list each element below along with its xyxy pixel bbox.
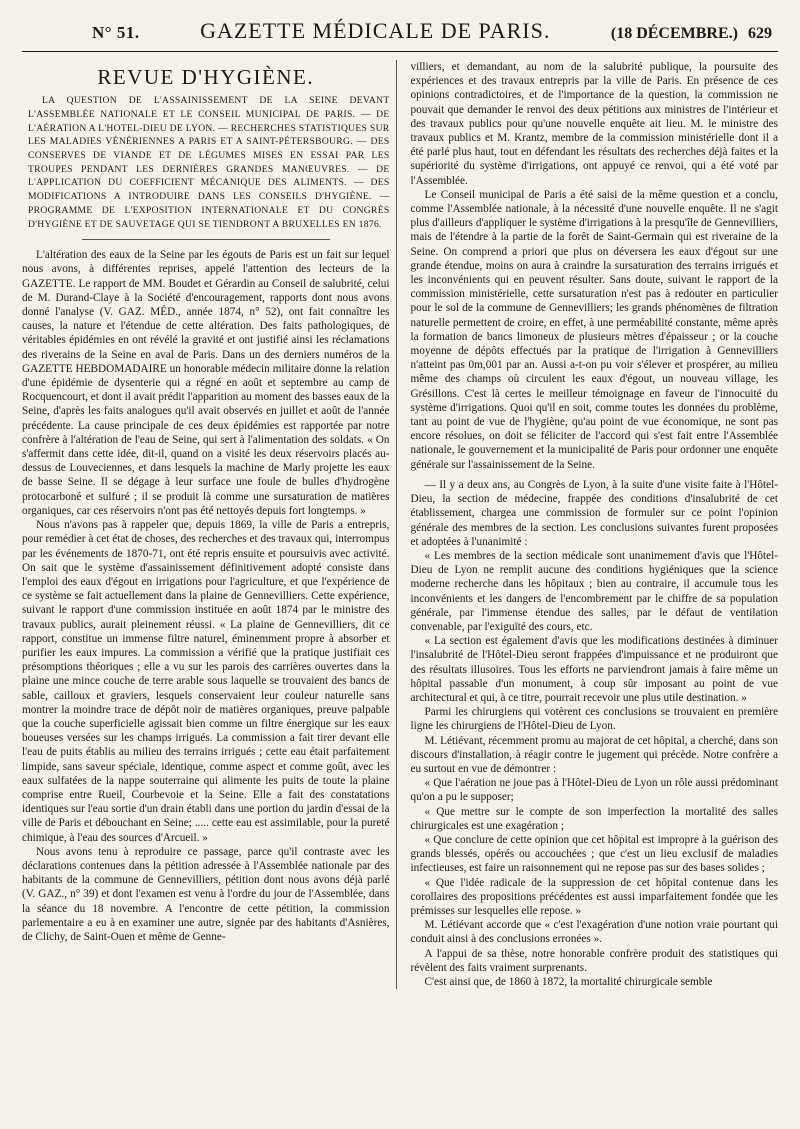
right-paragraph-9: « Que mettre sur le compte de son imperfection la mortalité des salles chirurgicales est une exagération ; <box>410 805 778 832</box>
right-column <box>409 60 779 989</box>
section-title: REVUE D'HYGIÈNE. <box>97 65 315 89</box>
left-column <box>22 60 397 989</box>
left-paragraph-1: L'altération des eaux de la Seine par les égouts de Paris est un fait sur lequel nous avons, à différentes reprises, appelé l'attention des lecteurs de la GAZETTE. Le rapport de MM. Boudet et Gérardin au Conseil de salubrité, celui de M. Durand-Claye à la Société d'encouragement, rapports dont nous avons donné l'analyse (V. GAZ. MÉD., année 1874, n° 52), ont fait connaître les causes, la nature et l'étendue de cette altération. Des faits pathologiques, de véritables épidémies en ont révélé la gravité et ont justifié ainsi les réclamations des riverains de la Seine en aval de Paris. Dans un des derniers numéros de la GAZETTE HEBDOMADAIRE un honorable médecin militaire donne la relation d'une épidémie de dysenterie qui a régné en août et septembre au camp de Rocquencourt, et dont il avait prédit l'apparition au moment des basses eaux de la Seine, d'après les faits analogues qu'il avait observés en juillet et août de l'année précédente. La cause principale de ces deux épidémies est rapportée par notre confrère à l'altération de l'eau de Seine, qui sert à l'alimentation des soldats. « On s'affermit dans cette idée, dit-il, quand on a visité les deux réservoirs placés au-dessus de Louveciennes, et dans lesquels la machine de Marly projette les eaux de basse Seine. Il se dégage à leur surface une foule de bulles d'hydrogène protocarboné et sulfuré ; il se produit là comme une sursaturation de matières organiques, car ces réservoirs n'ont pas été nettoyés depuis fort longtemps. » <box>22 249 390 517</box>
journal-title: GAZETTE MÉDICALE DE PARIS. <box>200 18 551 43</box>
right-paragraph-11: « Que l'idée radicale de la suppression de cet hôpital contenue dans les corollaires des propositions précédentes est aussi imparfaitement fondée que les prémisses sur lesquelles elle repose. » <box>410 876 778 917</box>
left-paragraph-2: Nous n'avons pas à rappeler que, depuis 1869, la ville de Paris a entrepris, pour remédier à cet état de choses, des recherches et des travaux qui, interrompus par les événements de 1870-71, ont été repris ensuite et poursuivis avec activité. On sait que le système d'assainissement définitivement adopté consiste dans l'emploi des eaux d'égout en irrigations pour l'agriculture, et que l'expérience de ce système se fait actuellement dans la plaine de Gennevilliers. Cette expérience, suivant le rapport d'une commission instituée en août 1874 par le ministre des travaux publics, aurait pleinement réussi. « La plaine de Gennevilliers, dit ce rapport, constitue un immense filtre naturel, éminemment propre à absorber et purifier les eaux impures. La commission a vérifié que la pratique justifiait ces présomptions théoriques ; elle a vu sur les parois des carrières ouvertes dans la plaine une mince couche de terre arable sous laquelle se trouvaient des bancs de sable, cailloux et graviers, lesquels conservaient leur couleur naturelle sans montrer la moindre trace de dépôt noir de matières organiques, preuve palpable que la couche superficielle agissait bien comme un filtre énergique sur les eaux boueuses versées sur les champs irrigués. La commission a fait tirer devant elle l'eau de puits établis au milieu des terrains irrigués ; cette eau était parfaitement limpide, sans saveur spéciale, identique, comme aspect et comme goût, avec les eaux sulfatées de la nappe souterraine qui alimente les puits de toute la plaine comprise entre Rueil, Courbevoie et la Seine. Elle a fait des constatations identiques sur l'eau sortie d'un drain établi dans une portion du jardin d'essai de la ville de Paris et débouchant en Seine; ..... cette eau est assimilable, pour la pureté chimique, à l'eau des sources d'Arcueil. » <box>22 519 390 844</box>
right-paragraph-4: « Les membres de la section médicale sont unanimement d'avis que l'Hôtel-Dieu de Lyon ne remplit aucune des conditions hygiéniques que la science moderne recherche dans les hôpitaux ; bien au contraire, il accumule tous les inconvénients et les dangers de l'encombrement par le chiffre de sa population générale, par l'immense étendue des salles, par le défaut de ventilation convenable, par l'exiguïté des cours, etc. <box>410 549 778 633</box>
right-paragraph-14: C'est ainsi que, de 1860 à 1872, la mortalité chirurgicale semble <box>424 976 713 988</box>
issue-date: (18 DÉCEMBRE.) <box>610 25 738 42</box>
running-header <box>22 18 778 52</box>
right-paragraph-3: — Il y a deux ans, au Congrès de Lyon, à la suite d'une visite faite à l'Hôtel-Dieu, la section de médecine, frappée des conditions d'insalubrité de cet établissement, chargea une commission de formuler sur ce point l'opinion générale des membres de la section. Les conclusions suivantes furent proposées et adoptées à l'unanimité : <box>410 478 778 548</box>
article-columns <box>22 60 778 989</box>
right-paragraph-6: Parmi les chirurgiens qui votèrent ces conclusions se trouvaient en première ligne les chirurgiens de l'Hôtel-Dieu de Lyon. <box>410 706 778 733</box>
right-paragraph-13: A l'appui de sa thèse, notre honorable confrère produit des statistiques qui révèlent des faits vraiment surprenants. <box>410 947 778 974</box>
right-paragraph-12: M. Létiévant accorde que « c'est l'exagération d'une notion vraie pourtant qui conduit ainsi à des conclusions erronées ». <box>410 919 778 946</box>
issue-number: N° 51. <box>92 23 140 42</box>
page-number: 629 <box>747 25 772 42</box>
right-paragraph-7: M. Létiévant, récemment promu au majorat de cet hôpital, a cherché, dans son discours d'installation, à réagir contre le jugement qui précède. Notre confrère a eu surtout en vue de démontrer : <box>410 734 778 775</box>
left-paragraph-3: Nous avons tenu à reproduire ce passage, parce qu'il contraste avec les déclarations contenues dans la pétition adressée à l'Assemblée nationale par des habitants de la commune de Gennevilliers, pétition dont nous avons déjà parlé (V. GAZ., n° 39) et dont l'examen est venu à l'ordre du jour de l'Assemblée, dans la séance du 18 novembre. A l'encontre de cette pétition, la commission parlementaire a eu à en examiner une autre, signée par des habitants d'Asnières, de Clichy, de Saint-Ouen et même de Genne- <box>22 845 390 943</box>
right-paragraph-10: « Que conclure de cette opinion que cet hôpital est impropre à la guérison des grands blessés, opérés ou accouchées ; que c'est un lieu exclusif de maladies infectieuses, est faire un raisonnement qui ne repose pas sur des bases solides ; <box>410 833 778 875</box>
right-paragraph-5: « La section est également d'avis que les modifications destinées à diminuer l'insalubrité de l'Hôtel-Dieu seront frappées d'impuissance et ne produiront que des résultats illusoires. Tous les efforts ne parviendront jamais à faire même un hôpital passable d'un monument, à coup sûr imposant au point de vue architectural et qui, à ce titre, pourrait recevoir une plus utile destination. » <box>410 635 778 704</box>
right-paragraph-1: villiers, et demandant, au nom de la salubrité publique, la poursuite des expériences et des travaux entrepris par la ville de Paris. En présence de ces opinions contradictoires, et de l'importance de la question, la commission ne pouvait que demander le renvoi des deux pétitions aux ministres de l'intérieur et des travaux publics pour qu'une nouvelle enquête ait lieu. M. le ministre des travaux publics et M. Krantz, membre de la commission ministérielle dont il a été parlé plus haut, tout en défendant les résultats des recherches déjà faites et la supériorité du système d'irrigations, ont appuyé ce renvoi, qui a été voté par l'Assemblée. <box>410 61 778 187</box>
right-paragraph-2: Le Conseil municipal de Paris a été saisi de la même question et a conclu, comme l'Assemblée nationale, à la nécessité d'une nouvelle enquête. Il ne s'agit plus d'ailleurs d'appliquer le système d'irrigations à la presqu'île de Gennevilliers, mais de l'étendre à la partie de la forêt de Saint-Germain qui est riveraine de la Seine. On comprend a priori que plus on déversera les eaux d'égout sur une grande étendue, moins on aura à craindre la sursaturation des terrains irrigués et les inconvénients qui en peuvent résulter. Sans doute, suivant le rapport de la commission ministérielle, cette sursaturation n'est pas à redouter en particulier pour le sol de la commune de Gennevilliers; les grands phénomènes de filtration naturelle permettent de croire, en effet, à une perméabilité constante, même après la formation de bancs limoneux de plusieurs mètres d'épaisseur ; or la couche moyenne de dépôts effectués par la pratique de l'irrigation à Gennevilliers n'atteint pas 0m,001 par an. Aussi a-t-on pu voir s'élever et prospérer, au milieu même des champs où circulent les eaux d'égout, un nouveau village, les Grésillons. C'est là certes le meilleur témoignage en faveur de l'innocuité du système d'irrigations. Quoi qu'il en soit, comme toutes les données du problème, tant au point de vue de l'hygiène, qu'au point de vue économique, ne sont pas encore résolues, on doit se féliciter de l'accord qui s'est fait entre l'Assemblée nationale, le gouvernement et la municipalité de Paris pour ordonner une enquête générale sur l'assainissement de la Seine. <box>410 188 778 471</box>
section-summary: LA QUESTION DE L'ASSAINISSEMENT DE LA SEINE DEVANT L'ASSEMBLÉE NATIONALE ET LE CONSEIL MUNICIPAL DE PARIS. — DE L'AÉRATION A L'HOTEL-DIEU DE LYON. — RECHERCHES STATISTIQUES SUR LES MALADIES VÉNÉRIENNES A PARIS ET A SAINT-PÉTERSBOURG. — DES CONSERVES DE VIANDE ET DE LÉGUMES MISES EN ESSAI PAR LES TROUPES PENDANT LES DERNIÈRES GRANDES MANŒUVRES. — DE L'APPLICATION DU COEFFICIENT MÉCANIQUE DES ALIMENTS. — DES MODIFICATIONS A INTRODUIRE DANS LES CONSEILS D'HYGIÈNE. — PROGRAMME DE L'EXPOSITION INTERNATIONALE ET DU CONGRÈS D'HYGIÈNE ET DE SAUVETAGE QUI SE TIENDRONT A BRUXELLES EN 1876. <box>28 95 390 230</box>
divider-rule <box>82 239 330 240</box>
right-paragraph-8: « Que l'aération ne joue pas à l'Hôtel-Dieu de Lyon un rôle aussi prédominant qu'on a pu le supposer; <box>410 777 778 804</box>
